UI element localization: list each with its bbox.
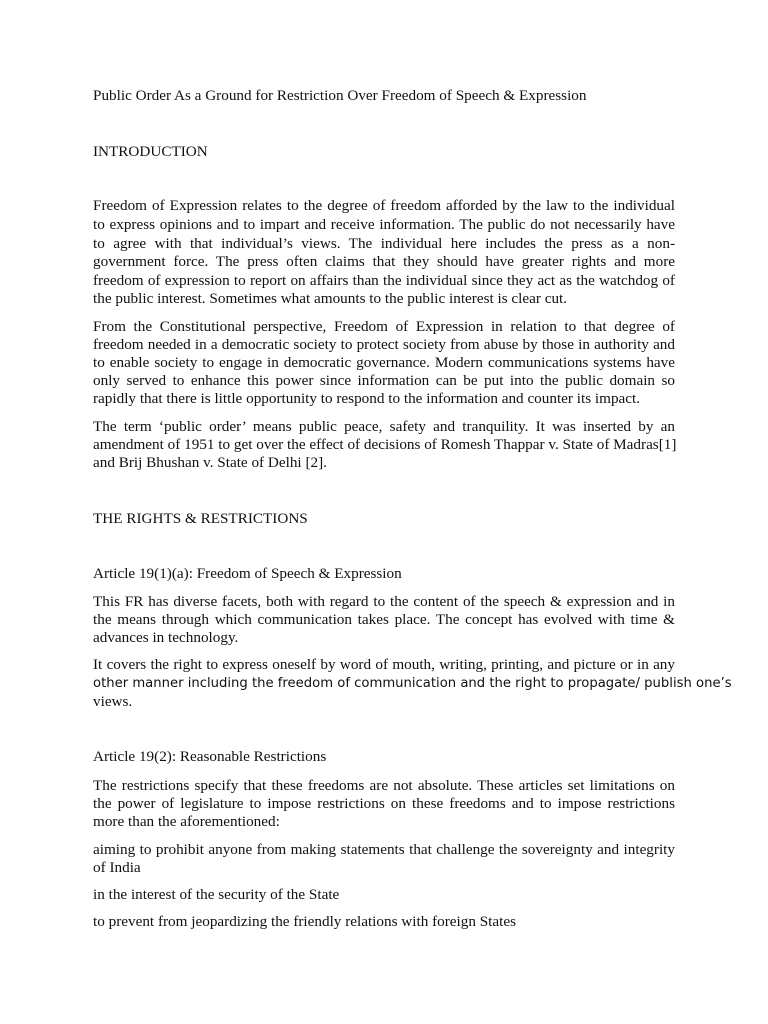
subheading-article-19-2: Article 19(2): Reasonable Restrictions [93, 748, 327, 765]
paragraph-line: amendment of 1951 to get over the effect of decisions of Romesh Thappar v. State of Madras[1] [93, 436, 677, 453]
paragraph-line: views. [93, 693, 133, 710]
paragraph-line: advances in technology. [93, 629, 239, 646]
subheading-article-19-1-a: Article 19(1)(a): Freedom of Speech & Expression [93, 565, 402, 582]
restriction-item-line: aiming to prohibit anyone from making statements that challenge the sovereignty and integrity [93, 841, 675, 858]
paragraph-line: Freedom of Expression relates to the degree of freedom afforded by the law to the individual [93, 197, 675, 214]
paragraph-line: the public interest. Sometimes what amounts to the public interest is clear cut. [93, 290, 568, 307]
paragraph-line: freedom needed in a democratic society to protect society from abuse by those in authority and [93, 336, 675, 353]
paragraph-line: freedom of expression to report on affairs than the individual since they act as the watchdog of [93, 272, 675, 289]
paragraph-line: to enable society to engage in democratic governance. Modern communications systems have [93, 354, 675, 371]
paragraph-line: more than the aforementioned: [93, 813, 280, 830]
paragraph-line: the power of legislature to impose restrictions on these freedoms and to impose restrictions [93, 795, 675, 812]
paragraph-line: The term ‘public order’ means public peace, safety and tranquility. It was inserted by an [93, 418, 675, 435]
restriction-item: to prevent from jeopardizing the friendly relations with foreign States [93, 913, 517, 930]
paragraph-line: to express opinions and to impart and receive information. The public do not necessarily have [93, 216, 675, 233]
restriction-item-line: of India [93, 859, 141, 876]
paragraph-line: rapidly that there is little opportunity to respond to the information and counter its impact. [93, 390, 641, 407]
paragraph-line: government force. The press often claims that they should have greater rights and more [93, 253, 675, 270]
paragraph-line: It covers the right to express oneself by word of mouth, writing, printing, and picture or in any [93, 656, 675, 673]
section-heading-rights-restrictions: THE RIGHTS & RESTRICTIONS [93, 510, 308, 527]
paragraph-line: other manner including the freedom of communication and the right to propagate/ publish one’s [93, 676, 732, 691]
paragraph-line: the means through which communication takes place. The concept has evolved with time & [93, 611, 675, 628]
paragraph-line: The restrictions specify that these freedoms are not absolute. These articles set limitations on [93, 777, 675, 794]
paragraph-line: From the Constitutional perspective, Freedom of Expression in relation to that degree of [93, 318, 675, 335]
document-title: Public Order As a Ground for Restriction Over Freedom of Speech & Expression [93, 87, 587, 104]
paragraph-line: This FR has diverse facets, both with regard to the content of the speech & expression and in [93, 593, 675, 610]
section-heading-introduction: INTRODUCTION [93, 143, 208, 160]
paragraph-line: and Brij Bhushan v. State of Delhi [2]. [93, 454, 327, 471]
restriction-item: in the interest of the security of the State [93, 886, 340, 903]
paragraph-line: to agree with that individual’s views. The individual here includes the press as a non- [93, 235, 675, 252]
paragraph-line: only served to enhance this power since information can be put into the public domain so [93, 372, 675, 389]
